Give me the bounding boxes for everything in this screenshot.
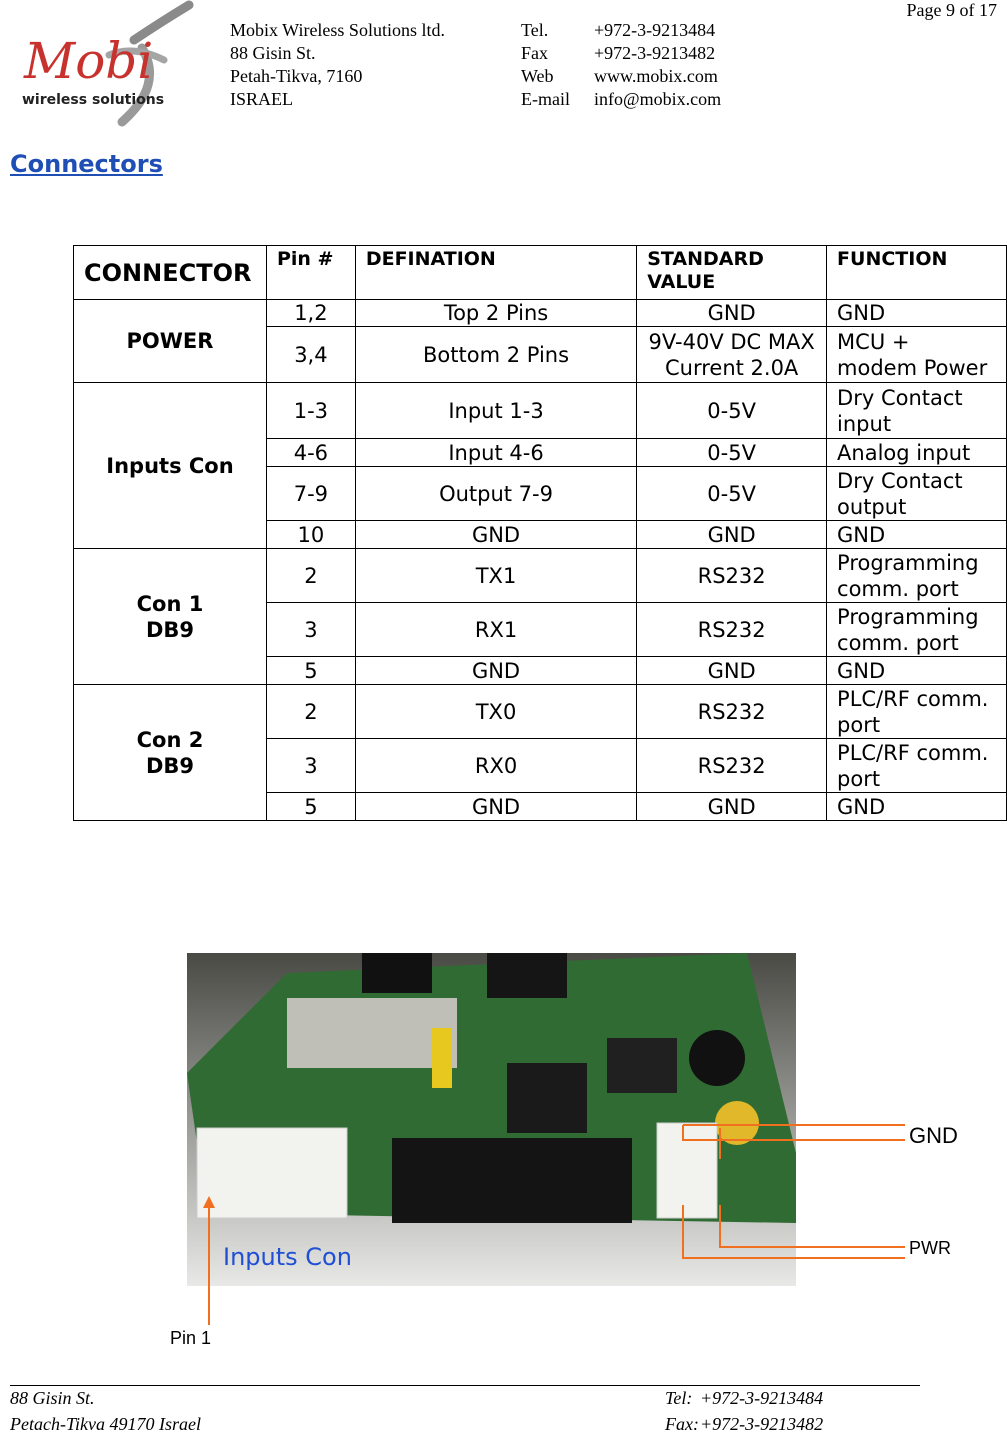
web-label: Web <box>521 66 554 86</box>
standard-value-cell: GND <box>637 793 827 821</box>
page-number: Page 9 of 17 <box>906 0 997 20</box>
definition-cell: Input 1-3 <box>355 383 636 439</box>
header-connector: CONNECTOR <box>74 246 267 300</box>
function-cell: GND <box>827 793 1007 821</box>
pin-cell: 3,4 <box>266 327 355 383</box>
definition-cell: Bottom 2 Pins <box>355 327 636 383</box>
header-standard-value: STANDARD VALUE <box>637 246 827 300</box>
footer-tel-label: Tel: <box>665 1388 693 1408</box>
function-cell: PLC/RF comm. port <box>827 739 1007 793</box>
definition-cell: TX1 <box>355 549 636 603</box>
table-row <box>74 549 1007 603</box>
footer-city: Petach-Tikva 49170 Israel <box>10 1414 201 1434</box>
definition-cell: RX1 <box>355 603 636 657</box>
footer-address <box>10 1385 201 1437</box>
definition-cell: Top 2 Pins <box>355 300 636 327</box>
footer-fax-label: Fax: <box>665 1414 699 1434</box>
connector-type: DB9 <box>145 753 195 778</box>
standard-value-cell: 0-5V <box>637 439 827 467</box>
table-header-row <box>74 246 1007 300</box>
company-city: Petah-Tikva, 7160 <box>230 66 363 86</box>
connector-name: POWER <box>126 329 214 353</box>
standard-value-cell: GND <box>637 657 827 685</box>
pwr-label: PWR <box>909 1238 951 1258</box>
definition-cell: TX0 <box>355 685 636 739</box>
tel-label: Tel. <box>521 20 549 40</box>
function-cell: PLC/RF comm. port <box>827 685 1007 739</box>
header-pin: Pin # <box>266 246 355 300</box>
inputs-con-label: Inputs Con <box>223 1243 352 1271</box>
pin-cell: 2 <box>266 549 355 603</box>
company-address <box>230 19 445 111</box>
pin-cell: 10 <box>266 521 355 549</box>
pin-cell: 3 <box>266 603 355 657</box>
standard-value-cell: 9V-40V DC MAX Current 2.0A <box>637 327 827 383</box>
footer-contact-values <box>700 1385 823 1437</box>
connector-name-cell <box>74 300 267 383</box>
function-cell: GND <box>827 521 1007 549</box>
footer-fax: +972-3-9213482 <box>700 1414 824 1434</box>
standard-value-cell: 0-5V <box>637 383 827 439</box>
mobix-logo <box>14 0 204 128</box>
email-label: E-mail <box>521 89 570 109</box>
company-name: Mobix Wireless Solutions ltd. <box>230 20 445 40</box>
db9-connector-1 <box>362 953 432 993</box>
pin-cell: 4-6 <box>266 439 355 467</box>
function-cell: Programming comm. port <box>827 603 1007 657</box>
connector-name: Inputs Con <box>106 453 234 478</box>
header-function: FUNCTION <box>827 246 1007 300</box>
definition-cell: GND <box>355 793 636 821</box>
section-title: Connectors <box>10 150 163 178</box>
header-definition: DEFINATION <box>355 246 636 300</box>
connector-name-cell <box>74 383 267 549</box>
connector-name-cell <box>74 549 267 685</box>
pin-cell: 1,2 <box>266 300 355 327</box>
company-country: ISRAEL <box>230 89 293 109</box>
connector-name: Con 1 <box>136 591 204 616</box>
pin-cell: 1-3 <box>266 383 355 439</box>
contact-values <box>594 19 721 111</box>
standard-value-cell: RS232 <box>637 739 827 793</box>
gnd-label: GND <box>909 1123 958 1148</box>
definition-cell: GND <box>355 657 636 685</box>
function-cell: GND <box>827 657 1007 685</box>
contact-labels <box>521 19 570 111</box>
pwr-callout-line <box>720 1205 905 1247</box>
pwr-callout-line-bottom <box>683 1205 905 1258</box>
standard-value-cell: RS232 <box>637 603 827 657</box>
function-cell: Dry Contact input <box>827 383 1007 439</box>
function-cell: Dry Contact output <box>827 467 1007 521</box>
pin1-arrowhead <box>203 1196 215 1208</box>
standard-value-cell: RS232 <box>637 685 827 739</box>
definition-cell: RX0 <box>355 739 636 793</box>
definition-cell: GND <box>355 521 636 549</box>
footer-contact-labels <box>665 1385 699 1437</box>
footer-tel: +972-3-9213484 <box>700 1388 824 1408</box>
connector-table <box>73 245 1007 821</box>
pin1-label: Pin 1 <box>170 1328 212 1348</box>
chip-2 <box>607 1038 677 1093</box>
fax-value: +972-3-9213482 <box>594 43 716 63</box>
table-row <box>74 685 1007 739</box>
pin-cell: 5 <box>266 793 355 821</box>
function-cell: Analog input <box>827 439 1007 467</box>
tel-value: +972-3-9213484 <box>594 20 716 40</box>
table-row <box>74 383 1007 439</box>
pin-cell: 5 <box>266 657 355 685</box>
function-cell: GND <box>827 300 1007 327</box>
capacitor <box>689 1030 745 1086</box>
email-value[interactable]: info@mobix.com <box>594 89 722 109</box>
connector-name: Con 2 <box>136 727 204 752</box>
connector-type: DB9 <box>145 617 195 642</box>
logo-tagline: wireless solutions <box>22 92 165 108</box>
function-cell: Programming comm. port <box>827 549 1007 603</box>
db9-connector-2 <box>487 953 567 998</box>
footer-street: 88 Gisin St. <box>10 1388 95 1408</box>
pin-cell: 2 <box>266 685 355 739</box>
company-street: 88 Gisin St. <box>230 43 316 63</box>
definition-cell: Input 4-6 <box>355 439 636 467</box>
connector-name-cell <box>74 685 267 821</box>
web-value[interactable]: www.mobix.com <box>594 66 718 86</box>
callout-lines <box>0 1110 1007 1370</box>
standard-value-cell: GND <box>637 521 827 549</box>
table-row <box>74 300 1007 327</box>
pin-cell: 7-9 <box>266 467 355 521</box>
standard-value-cell: GND <box>637 300 827 327</box>
definition-cell: Output 7-9 <box>355 467 636 521</box>
modem-module <box>287 998 457 1068</box>
fax-label: Fax <box>521 43 548 63</box>
jumper <box>432 1028 452 1088</box>
standard-value-cell: 0-5V <box>637 467 827 521</box>
logo-brand: Mobi <box>24 32 154 90</box>
gnd-callout-line <box>683 1125 905 1140</box>
standard-value-cell: RS232 <box>637 549 827 603</box>
pin-cell: 3 <box>266 739 355 793</box>
function-cell: MCU + modem Power <box>827 327 1007 383</box>
